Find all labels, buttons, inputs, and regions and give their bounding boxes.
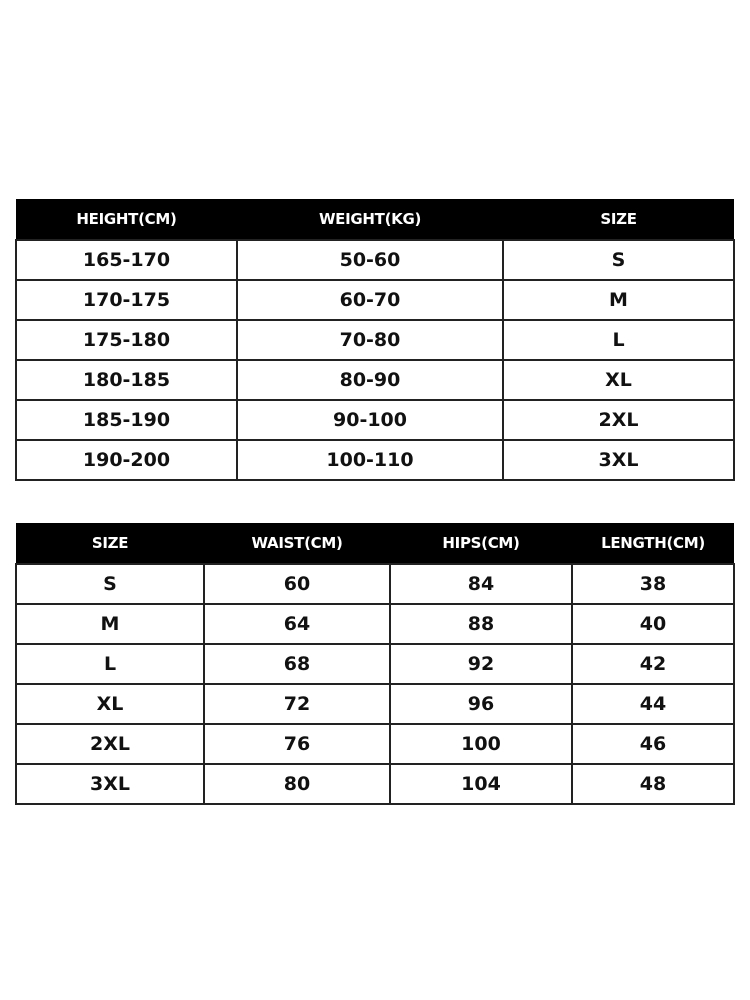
size-cell: 3XL <box>16 764 204 804</box>
size-cell: 2XL <box>16 724 204 764</box>
waist-cell: 72 <box>204 684 390 724</box>
size-cell: S <box>503 240 734 280</box>
height-weight-size-table <box>15 199 735 481</box>
table-row <box>16 764 734 804</box>
table-header-row <box>16 523 734 564</box>
weight-cell: 60-70 <box>237 280 503 320</box>
table-row <box>16 644 734 684</box>
height-cell: 185-190 <box>16 400 237 440</box>
length-cell: 42 <box>572 644 734 684</box>
table-row <box>16 320 734 360</box>
hips-cell: 84 <box>390 564 572 604</box>
length-cell: 44 <box>572 684 734 724</box>
waist-cell: 76 <box>204 724 390 764</box>
waist-cell: 80 <box>204 764 390 804</box>
header-height: HEIGHT(CM) <box>16 199 237 240</box>
weight-cell: 70-80 <box>237 320 503 360</box>
length-cell: 48 <box>572 764 734 804</box>
waist-cell: 64 <box>204 604 390 644</box>
waist-cell: 68 <box>204 644 390 684</box>
table-row <box>16 280 734 320</box>
weight-cell: 90-100 <box>237 400 503 440</box>
hips-cell: 88 <box>390 604 572 644</box>
table-row <box>16 440 734 480</box>
hips-cell: 92 <box>390 644 572 684</box>
header-size: SIZE <box>16 523 204 564</box>
size-cell: XL <box>503 360 734 400</box>
waist-cell: 60 <box>204 564 390 604</box>
height-cell: 190-200 <box>16 440 237 480</box>
header-waist: WAIST(CM) <box>204 523 390 564</box>
size-cell: L <box>16 644 204 684</box>
height-cell: 170-175 <box>16 280 237 320</box>
length-cell: 40 <box>572 604 734 644</box>
height-cell: 165-170 <box>16 240 237 280</box>
size-cell: S <box>16 564 204 604</box>
table-row <box>16 604 734 644</box>
length-cell: 38 <box>572 564 734 604</box>
size-measurements-table <box>15 523 735 805</box>
height-cell: 180-185 <box>16 360 237 400</box>
length-cell: 46 <box>572 724 734 764</box>
weight-cell: 50-60 <box>237 240 503 280</box>
weight-cell: 80-90 <box>237 360 503 400</box>
size-cell: 3XL <box>503 440 734 480</box>
hips-cell: 100 <box>390 724 572 764</box>
table-header-row <box>16 199 734 240</box>
header-weight: WEIGHT(KG) <box>237 199 503 240</box>
table-row <box>16 684 734 724</box>
table-row <box>16 240 734 280</box>
table-row <box>16 724 734 764</box>
weight-cell: 100-110 <box>237 440 503 480</box>
height-cell: 175-180 <box>16 320 237 360</box>
header-hips: HIPS(CM) <box>390 523 572 564</box>
table-row <box>16 400 734 440</box>
table-row <box>16 564 734 604</box>
hips-cell: 96 <box>390 684 572 724</box>
size-cell: XL <box>16 684 204 724</box>
size-cell: M <box>16 604 204 644</box>
table-row <box>16 360 734 400</box>
size-cell: 2XL <box>503 400 734 440</box>
header-length: LENGTH(CM) <box>572 523 734 564</box>
header-size: SIZE <box>503 199 734 240</box>
hips-cell: 104 <box>390 764 572 804</box>
size-cell: M <box>503 280 734 320</box>
size-cell: L <box>503 320 734 360</box>
